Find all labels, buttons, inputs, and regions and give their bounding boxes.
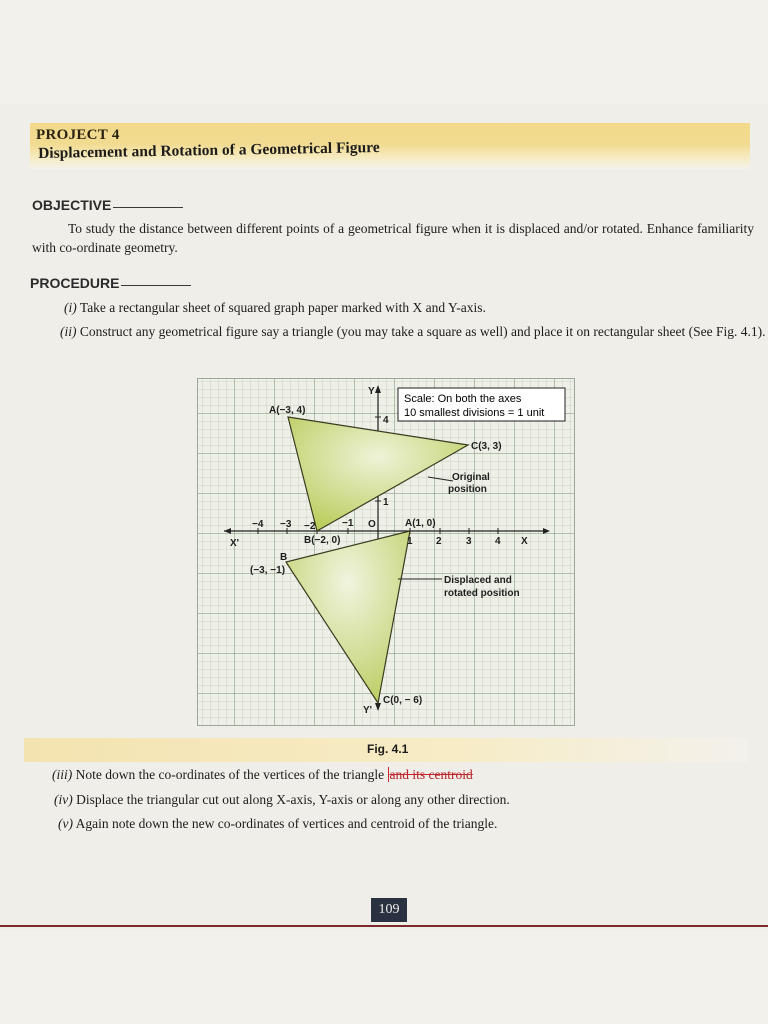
x-tick-neg2: −2 <box>304 521 316 532</box>
heading-rule <box>113 207 183 208</box>
heading-rule <box>121 285 191 286</box>
figure-caption: Fig. 4.1 <box>367 742 409 756</box>
project-label: PROJECT 4 <box>36 127 120 143</box>
x-tick-4: 4 <box>495 536 501 547</box>
y-axis-neg-arrow-icon <box>375 703 381 711</box>
displaced-label-1: Displaced and <box>444 575 512 586</box>
coordinate-graph <box>197 378 575 726</box>
procedure-step-2 <box>60 322 768 341</box>
x-tick-3: 3 <box>466 536 472 547</box>
point-b2-name: B <box>280 552 288 563</box>
graph-drawing <box>198 379 574 725</box>
y-tick-4: 4 <box>383 415 389 426</box>
procedure-step-5 <box>58 816 497 832</box>
x-axis-neg-arrow-icon <box>224 528 231 534</box>
scale-line-2: 10 smallest divisions = 1 unit <box>404 407 545 419</box>
x-tick-2: 2 <box>436 536 442 547</box>
point-b2-coords: (−3, −1) <box>250 565 286 576</box>
x-tick-neg4: −4 <box>252 519 264 530</box>
footer-rule <box>0 925 768 927</box>
step-text: Displace the triangular cut out along X-axis, Y-axis or along any other direction. <box>76 792 510 807</box>
y-axis-label: Y <box>368 386 375 397</box>
procedure-step-3 <box>52 767 473 783</box>
point-c2-label: C(0, − 6) <box>383 695 423 706</box>
procedure-step-4 <box>54 792 510 808</box>
y-neg-axis-label: Y' <box>363 705 373 716</box>
step-number: (ii) <box>60 324 77 339</box>
point-c-label: C(3, 3) <box>471 441 502 452</box>
step-number: (v) <box>58 816 73 831</box>
objective-heading-text: OBJECTIVE <box>32 197 112 213</box>
x-tick-1: 1 <box>407 536 413 547</box>
y-axis-arrow-icon <box>375 385 381 393</box>
objective-text: To study the distance between different points of a geometrical figure when it is displaced and/or rotated. Enhance familiarity with co-ordinate geometry. <box>32 221 754 255</box>
origin-label: O <box>368 519 376 530</box>
x-tick-neg1: −1 <box>342 518 354 529</box>
objective-heading <box>32 197 183 213</box>
step-number: (iv) <box>54 792 73 807</box>
displaced-label-2: rotated position <box>444 588 520 599</box>
original-label-2: position <box>448 484 487 495</box>
procedure-heading-text: PROCEDURE <box>30 275 120 291</box>
x-axis-arrow-icon <box>543 528 550 534</box>
step-number: (iii) <box>52 767 73 782</box>
original-pointer <box>428 477 453 481</box>
step-text: Note down the co-ordinates of the vertices of the triangle <box>75 767 385 782</box>
x-neg-axis-label: X' <box>230 538 240 549</box>
struck-out-text: and its centroid <box>389 767 473 782</box>
step-text: Construct any geometrical figure say a triangle (you may take a square as well) and place it on rectangular sheet (See Fig. 4.1). <box>79 324 766 339</box>
step-text: Again note down the new co-ordinates of vertices and centroid of the triangle. <box>75 816 498 831</box>
project-title: Displacement and Rotation of a Geometrical Figure <box>38 139 380 162</box>
step-number: (i) <box>64 300 77 315</box>
step-text: Take a rectangular sheet of squared graph paper marked with X and Y-axis. <box>79 300 486 315</box>
point-a2-label: A(1, 0) <box>405 518 436 529</box>
x-axis-label: X <box>521 536 528 547</box>
displaced-triangle <box>286 531 410 703</box>
scale-line-1: Scale: On both the axes <box>404 393 522 405</box>
point-a-label: A(−3, 4) <box>269 405 306 416</box>
x-tick-neg3: −3 <box>280 519 292 530</box>
procedure-heading <box>30 275 191 291</box>
y-tick-1: 1 <box>383 497 389 508</box>
procedure-step-1 <box>64 300 486 316</box>
point-b-label: B(−2, 0) <box>304 535 341 546</box>
page-number: 109 <box>371 898 407 922</box>
original-label-1: Original <box>452 472 490 483</box>
